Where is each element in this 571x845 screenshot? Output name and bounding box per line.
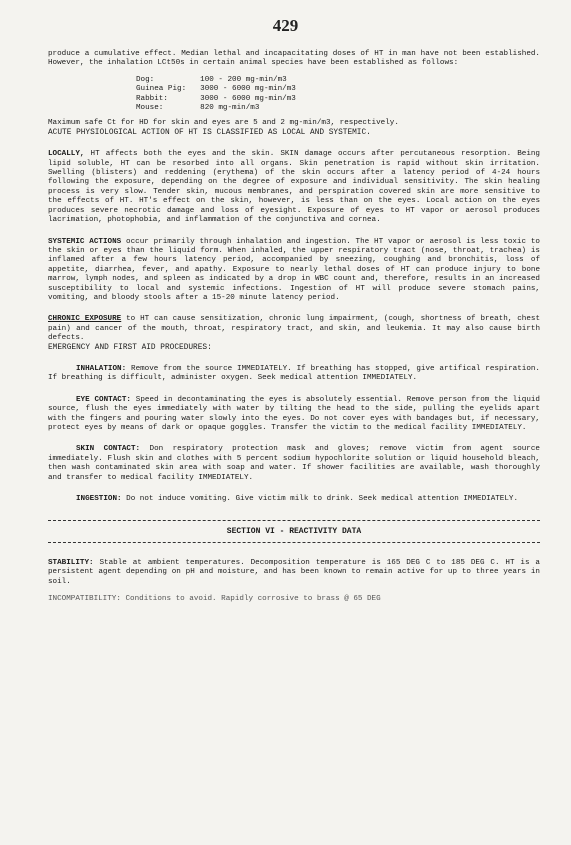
intro-paragraph: produce a cumulative effect. Median lethal and incapacitating doses of HT in man have not been established. However, the inhalation LCt50s in certain animal species have been established as follows: <box>48 50 540 68</box>
section-title: SECTION VI - REACTIVITY DATA <box>226 527 362 537</box>
systemic-lead: SYSTEMIC ACTIONS <box>48 237 122 246</box>
emergency-heading: EMERGENCY AND FIRST AID PROCEDURES: <box>48 343 212 352</box>
species-cell: Rabbit: <box>136 94 168 103</box>
value-cell: 3000 - 6000 mg-min/m3 <box>200 85 296 94</box>
value-cell: 820 mg-min/m3 <box>200 104 260 113</box>
local-text: HT affects both the eyes and the skin. SKIN damage occurs after percutaneous resorption. Being lipid soluble, HT can be resorbed into all organs. Skin penetration is rapid without skin irritation. Swelling (blisters) and reddening (erythema) of the skin occurs after a latency period of 4-24 hours following the exposure, depending on the degree of exposure and individual sensitivity. The skin healing process is very slow. Tender skin, mucous membranes, and perspiration covered skin are more sensitive to the effects of HT. HT's effect on the skin, however, is less than on the eyes. Local action on the eyes produces severe necrotic damage and loss of eyesight. Exposure of eyes to HT vapor or aerosol produces lacrimation, photophobia, and inflammation of the conjunctiva and cornea. <box>48 150 540 225</box>
table-row <box>136 85 302 94</box>
skin-contact-text: Don respiratory protection mask and gloves; remove victim from agent source immediately. Flush skin and clothes with 5 percent sodium hypochlorite solution or liquid household bleach, then wash contaminated skin area with soap and water. If shower facilities are available, wash thoroughly and transfer to medical facility IMMEDIATELY. <box>48 445 540 482</box>
skin-contact-lead: SKIN CONTACT: <box>76 445 141 454</box>
lct50-table <box>136 76 302 114</box>
local-lead: LOCALLY, <box>48 150 85 159</box>
table-row <box>136 76 302 85</box>
local-paragraph <box>48 150 540 225</box>
systemic-text: occur primarily through inhalation and ingestion. The HT vapor or aerosol is less toxic to the skin or eyes than the liquid form. When inhaled, the upper respiratory tract (nose, throat, trachea) is inflamed after a few hours latency period, accompanied by sneezing, coughing and bronchitis, loss of appetite, diarrhea, fever, and apathy. Exposure to nearly lethal doses of HT can produce injury to bone marrow, lymph nodes, and spleen as indicated by a drop in WBC count and, therefore, results in an increased susceptibility to local and systemic infections. Ingestion of HT will produce severe stomach pains, vomiting, and bloody stools after a 15-20 minute latency period. <box>48 237 540 302</box>
value-cell: 100 - 200 mg-min/m3 <box>200 75 287 84</box>
inhalation-text: Remove from the source IMMEDIATELY. If breathing has stopped, give artifical respiration. If breathing is difficult, administer oxygen. Seek medical attention IMMEDIATELY. <box>48 364 540 383</box>
inhalation-lead: INHALATION: <box>76 364 127 373</box>
acute-heading: ACUTE PHYSIOLOGICAL ACTION OF HT IS CLASSIFIED AS LOCAL AND SYSTEMIC. <box>48 128 371 137</box>
stability-paragraph <box>48 559 540 587</box>
species-cell: Dog: <box>136 75 155 84</box>
species-cell: Mouse: <box>136 104 164 113</box>
max-safe-paragraph: Maximum safe Ct for HD for skin and eyes are 5 and 2 mg-min/m3, respectively. <box>48 119 399 128</box>
species-cell: Guinea Pig: <box>136 85 187 94</box>
eye-contact-paragraph <box>48 396 540 434</box>
chronic-lead: CHRONIC EXPOSURE <box>48 315 122 324</box>
section-divider-bottom <box>48 542 540 543</box>
value-cell: 3000 - 6000 mg-min/m3 <box>200 94 296 103</box>
section-header <box>48 520 540 542</box>
page-number: 429 <box>272 16 299 35</box>
section-divider-top <box>48 520 540 521</box>
inhalation-paragraph <box>48 365 540 384</box>
chronic-paragraph <box>48 315 540 343</box>
skin-contact-paragraph <box>48 445 540 483</box>
stability-lead: STABILITY: <box>48 558 94 567</box>
ingestion-text: Do not induce vomiting. Give victim milk to drink. Seek medical attention IMMEDIATELY. <box>121 495 519 504</box>
table-row <box>136 104 302 113</box>
ingestion-lead: INGESTION: <box>76 495 122 504</box>
page-body <box>48 50 540 604</box>
eye-contact-text: Speed in decontaminating the eyes is absolutely essential. Remove person from the liquid source, flush the eyes immediately with water by tilting the head to the side, pulling the eyelids apart with the fingers and pouring water slowly into the eyes. Do not cover eyes with bandages but, if necessary, protect eyes by means of dark or opaque goggles. Transfer the victim to the medical facility IMMEDIATELY. <box>48 395 540 432</box>
table-row <box>136 95 302 104</box>
cutoff-line: INCOMPATIBILITY: Conditions to avoid. Rapidly corrosive to brass @ 65 DEG <box>48 595 381 604</box>
eye-contact-lead: EYE CONTACT: <box>76 395 131 404</box>
chronic-text: to HT can cause sensitization, chronic lung impairment, (cough, shortness of breath, chest pain) and cancer of the mouth, throat, respiratory tract, and skin, and leukemia. It may also cause birth defects. <box>48 315 540 343</box>
stability-text: Stable at ambient temperatures. Decomposition temperature is 165 DEG C to 185 DEG C. HT is a persistent agent depending on pH and moisture, and has been known to remain active for up to three years in soil. <box>48 558 540 586</box>
systemic-paragraph <box>48 238 540 304</box>
ingestion-paragraph <box>48 495 540 504</box>
